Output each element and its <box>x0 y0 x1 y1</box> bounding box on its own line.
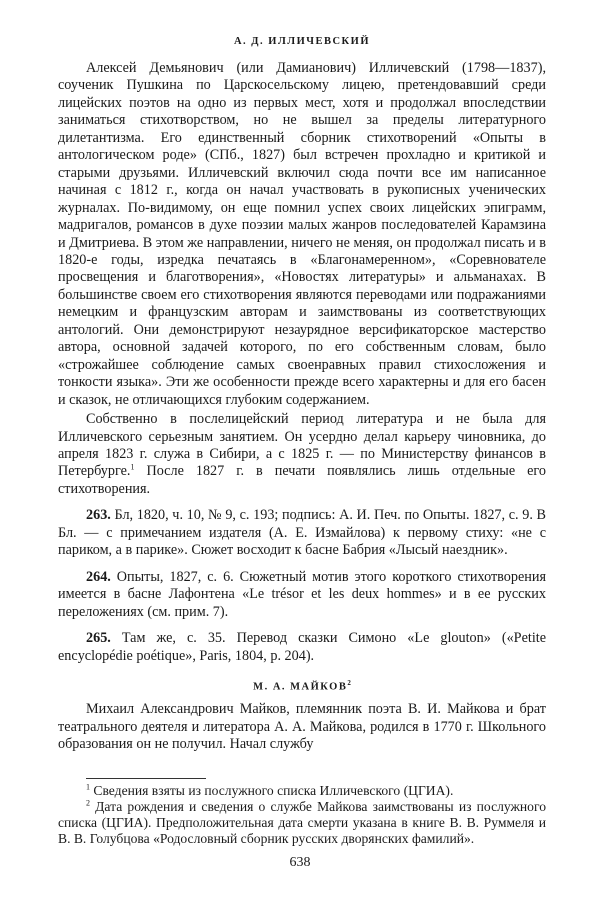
footnote-2 <box>58 799 546 848</box>
note-text: Опыты, 1827, с. 6. Сюжетный мотив этого короткого стихотворения имеется в басне Лафонтена «Le trésor et les deux hommes» и в ее русских переложениях (см. прим. 7). <box>58 568 546 620</box>
section-heading-illichevsky: А. Д. ИЛЛИЧЕВСКИЙ <box>233 36 371 47</box>
biography-paragraph-3: Михаил Александрович Майков, племянник поэта В. И. Майкова и брат театрального деятеля и литератора А. А. Майкова, родился в 1770 г. Школьного образования он не получил. Начал службу <box>58 701 546 753</box>
note-264 <box>58 569 546 621</box>
footnote-divider <box>86 778 206 779</box>
note-number: 264. <box>86 568 111 585</box>
paragraph-2-text: Собственно в послелицейский период литература и не была для Илличевского серьезным занятием. Он усердно делал карьеру чиновника, до апреля 1823 г. служа в Сибири, а с 1825 г. — по Министерству финансов в Петербурге. <box>58 411 546 480</box>
footnote-ref-2[interactable]: 2 <box>347 678 351 687</box>
footnote-1 <box>58 783 546 799</box>
note-265 <box>58 630 546 665</box>
footnote-mark: 1 <box>86 782 90 792</box>
footnote-mark: 2 <box>86 798 90 808</box>
note-263 <box>58 507 546 559</box>
note-text: Бл, 1820, ч. 10, № 9, с. 193; подпись: А. И. Печ. по Опыты. 1827, с. 9. В Бл. — с примечанием издателя (А. Е. Измайлова) к первому стиху: «не с париком, а в парике». Сюжет восходит к басне Бабрия «Лысый наездник». <box>58 507 546 559</box>
section-heading-maykov <box>58 679 546 693</box>
note-number: 263. <box>86 507 111 524</box>
footnote-ref-1[interactable]: 1 <box>130 462 135 472</box>
biography-paragraph-1: Алексей Демьянович (или Дамианович) Илличевский (1798—1837), соученик Пушкина по Царскосельскому лицею, претендовавший среди лицейских поэтов на одно из первых мест, хотя и продолжал впоследствии заниматься стихотворством, но не вышел за пределы литературного дилетантизма. Его единственный сборник стихотворений «Опыты в антологическом роде» (СПб., 1827) был встречен прохладно и критикой и старыми друзьями. Илличевский включил сюда почти все им написанное начиная с 1812 г., когда он начал участвовать в рукописных ученических журналах. По-видимому, он еще помнил успех своих лицейских эпиграмм, мадригалов, романсов в духе поэзии малых жанров последователей Карамзина и Дмитриева. В этом же направлении, ничего не меняя, он продолжал писать и в 1820-е годы, изредка печатаясь в «Благонамеренном», «Соревнователе просвещения и благотворения», «Новостях литературы» и альманахах. В большинстве своем его стихотворения являются переводами или подражаниями немецким и французским авторам и заимствованы из соответствующих антологий. Они демонстрируют незаурядное версификаторское мастерство автора, основной задачей которого, по его собственным словам, было «строжайшее соблюдение самых своенравных правил стихосложения и тонкости языка». Эти же особенности прежде всего характерны и для его басен и сказок, не отличающихся глубоким содержанием. <box>58 60 546 408</box>
page-number: 638 <box>289 855 311 870</box>
note-number: 265. <box>86 630 111 647</box>
note-text: Там же, с. 35. Перевод сказки Симоно «Le glouton» («Petite encyclopédie poétique», Paris, 1804, p. 204). <box>58 630 546 664</box>
biography-paragraph-2 <box>58 411 546 498</box>
footnote-text: Сведения взяты из послужного списка Илличевского (ЦГИА). <box>90 782 454 798</box>
heading-text: М. А. МАЙКОВ <box>253 681 348 693</box>
paragraph-2-tail: После 1827 г. в печати появлялись лишь отдельные его стихотворения. <box>58 463 546 497</box>
footnote-text: Дата рождения и сведения о службе Майкова заимствованы из послужного списка (ЦГИА). Предположительная дата смерти указана в книге В. В. Руммеля и В. В. Голубцова «Родословный сборник русских дворянских фамилий». <box>58 799 546 847</box>
